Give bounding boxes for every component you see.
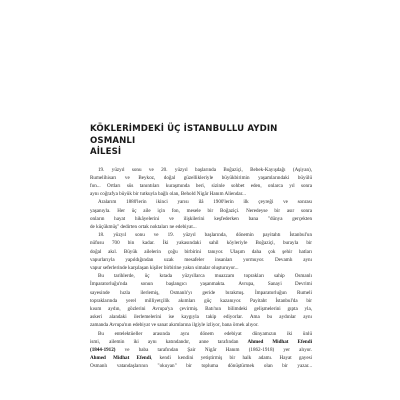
text-line: İmparatorluğu'nda sonun başlangıcı yaşanmakta. Avrupa, Sanayi Devrimi	[90, 281, 312, 288]
bold-term: Ahmed Midhat Efendi	[90, 355, 151, 362]
text-line: (1844-1912) ve baba tarafından Şair Nigâr Hanım (1862-1918) yer alıyor.	[90, 346, 312, 353]
paragraph-1	[90, 166, 312, 199]
text-line: Aralarım 1880'lerin ikinci yarısı ilâ 1900'lerin ilk çeyreği ve sonrası	[98, 199, 312, 206]
chapter-heading	[90, 124, 312, 159]
text-line: askeri alandaki ilerlemelerini ise kaygıyla takip ediyorlar. Ama bu aydınlar aynı	[90, 314, 312, 321]
chapter-heading-line-1: KÖKLERİMDEKİ ÜÇ İSTANBULLU AYDIN OSMANLI	[90, 124, 278, 146]
text-line: onların hayat hikâyelerini ve ilişkilerini keşfederken bana "dünya gerçekten	[90, 215, 312, 222]
text-line: Rumelihisarı ve Beykoz, doğal güzellikleriyle büyükbirimin yaşamlarındaki büyülü	[90, 174, 312, 181]
text-line: topraklarında yerel milliyetçilik akımları güç kazanıyor. Payitaht İstanbul'da bir	[90, 297, 312, 304]
text-line: Ahmed Midhat Efendi, kendi kendini yetiştirmiş bir halk adamı. Hayat gayesi	[90, 355, 312, 362]
paragraph-2	[90, 198, 312, 231]
text-line: 19. yüzyıl sonu ve 20. yüzyıl başlarında Boğaziçi, Bebek-Kayışdağı (Aşiyan),	[98, 166, 312, 173]
paragraph-4	[90, 272, 312, 329]
text-line: aynı coğrafya büyük bir tutkuyla bağlı olan, Behold Nigâr Hanım Aliendar...	[90, 191, 246, 198]
text-line: Bu tarihlerde, üç kıtada yüzyıllarca muazzam toprakları sahip Osmanlı	[98, 273, 312, 280]
text-line: sayesinde hızla ilerlemiş, Osmanlı'yı geride bırakmış. İmparatorluğun Rumeli	[90, 289, 312, 296]
paragraph-5	[90, 330, 312, 371]
text-line: yaşanıyla. Her üç aile için fon, mesele bir Boğaziçi. Neredeyse bir asır sonra	[90, 207, 312, 214]
text-line: zamanda Avrupa'nın edebiyat ve sanat akımlarına ilgiyle izliyor, bana örnek alıyor.	[90, 322, 259, 329]
text-line: fon... Ortları süs tanıntıları kuraşmında beri, sizinle sohbet eden, onlarca yıl sonra	[90, 182, 312, 189]
text-line: vapur seferlerinde karşılaşan kişiler birbirine yakın simalar oluşturuyor...	[90, 264, 239, 271]
text-line: 18. yüzyıl sonu ve 19. yüzyıl başlarında, dönemin payitahtı İstanbul'un	[98, 232, 312, 239]
paragraph-3	[90, 231, 312, 272]
text-line: nüfusu 700 bin kadar. İki yakasındaki sahil köyleriyle Boğaziçi, burayla bir	[90, 240, 312, 247]
text-line: vapurlarıyla yapıldığından uzak mesafeler insanları yormuyor. Devamlı aynı	[90, 256, 312, 263]
text-line: Osmanlı vatandaşlarının "okuyan" bir topluma dönüştürmek olan bir yazar...	[90, 363, 312, 370]
text-line: Bu entelektüeller arasında aynı dönem edebiyat dünyamızın iki ünlü	[98, 330, 312, 337]
text-line: kısım aydın, gözlerini Avrupa'ya çevirmiş. Batı'nın bilimdeki gelişmelerini gıpta yla,	[90, 305, 312, 312]
bold-term: (1844-1912)	[90, 346, 116, 353]
text-line: ismi, ailemin iki aynı katındandır, anne tarafından Ahmed Midhat Efendi	[90, 338, 312, 345]
bold-term: Ahmed Midhat Efendi	[247, 338, 312, 345]
text-line: doğal akıl. Büyük ailelerin çoğu birbirini tanıyor. Ulaşım daha çok şehir hatları	[90, 248, 312, 255]
text-line: de küçükmüş" dedirten ortak noktaları ne edebiyat...	[90, 223, 197, 230]
chapter-heading-line-2: AİLESİ	[90, 147, 122, 157]
text-column	[90, 124, 312, 371]
